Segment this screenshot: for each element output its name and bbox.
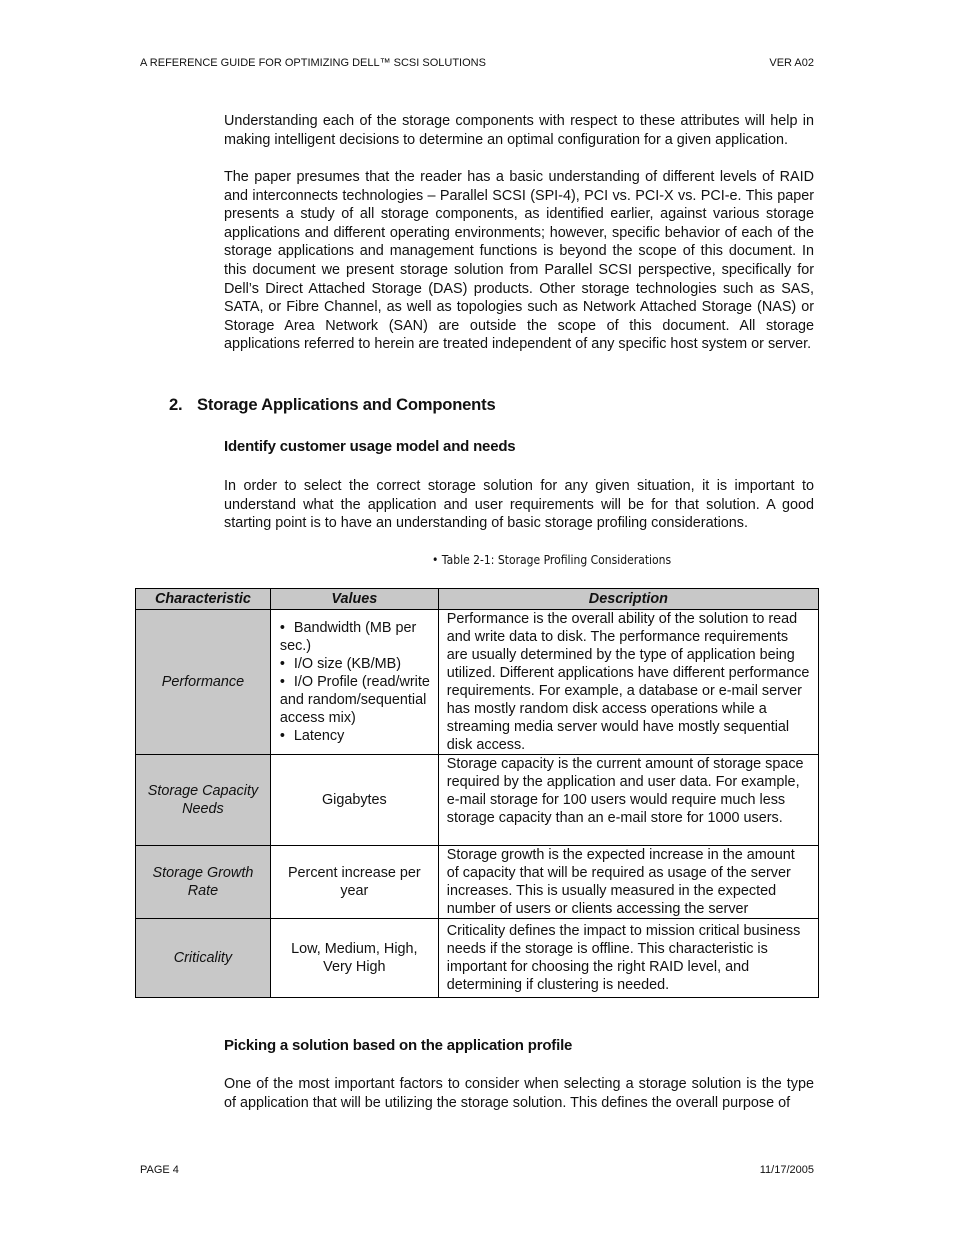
list-item: • I/O size (KB/MB) — [279, 656, 402, 672]
section-heading — [169, 395, 495, 415]
values-cell: Percent increase per year — [270, 846, 438, 919]
table-row — [136, 610, 819, 755]
list-item: • Latency — [279, 728, 345, 744]
list-item: • I/O Profile (read/write and random/sequential access mix) — [279, 674, 430, 726]
table-row — [136, 919, 819, 998]
header-version: VER A02 — [769, 57, 814, 69]
table-caption: • Table 2-1: Storage Profiling Considerations — [432, 553, 672, 567]
profiling-table — [135, 588, 819, 998]
characteristic-cell: Criticality — [136, 919, 271, 998]
values-cell: Gigabytes — [270, 755, 438, 846]
subheading-picking: Picking a solution based on the application profile — [224, 1037, 573, 1054]
description-cell: Performance is the overall ability of the solution to read and write data to disk. The performance requirements are usually determined by the type of application being utilized. Different applications have different performance requirements. For example, a database or e-mail server has mostly random disk access operations while a streaming media server would have mostly sequential disk access. — [438, 610, 818, 755]
section-title: Storage Applications and Components — [197, 395, 496, 414]
list-item: • Bandwidth (MB per sec.) — [279, 620, 417, 654]
table-row — [136, 846, 819, 919]
values-cell: Low, Medium, High, Very High — [270, 919, 438, 998]
description-cell: Storage growth is the expected increase in the amount of capacity that will be required as usage of the server increases. This is usually measured in the expected number of users or clients accessing the server — [438, 846, 818, 919]
subheading-usage: Identify customer usage model and needs — [224, 438, 516, 455]
header-description: Description — [438, 589, 818, 610]
paragraph-attributes: Understanding each of the storage components with respect to these attributes will help in making intelligent decisions to determine an optimal configuration for a given application. — [224, 113, 814, 148]
description-cell: Storage capacity is the current amount of storage space required by the application and user data. For example, e-mail storage for 100 users would require much less storage capacity than an e-mail store for 1000 users. — [438, 755, 818, 846]
values-cell — [270, 610, 438, 755]
header-values: Values — [270, 589, 438, 610]
header-characteristic: Characteristic — [136, 589, 271, 610]
description-cell: Criticality defines the impact to mission critical business needs if the storage is offline. This characteristic is important for choosing the right RAID level, and determining if clustering is needed. — [438, 919, 818, 998]
characteristic-cell: Storage Growth Rate — [136, 846, 271, 919]
section-number: 2. — [169, 395, 183, 414]
table-row — [136, 755, 819, 846]
paragraph-usage: In order to select the correct storage solution for any given situation, it is important to understand what the application and user requirements will be for that solution. A good starting point is to have an understanding of basic storage profiling considerations. — [224, 478, 814, 532]
paragraph-application: One of the most important factors to consider when selecting a storage solution is the type of application that will be utilizing the storage solution. This defines the overall purpose of — [224, 1076, 814, 1111]
header-title: A REFERENCE GUIDE FOR OPTIMIZING DELL™ SCSI SOLUTIONS — [140, 57, 486, 69]
page-number: PAGE 4 — [140, 1164, 179, 1176]
paragraph-scope: The paper presumes that the reader has a basic understanding of different levels of RAID and interconnects technologies – Parallel SCSI (SPI-4), PCI vs. PCI-X vs. PCI-e. This paper presents a study of all storage components, as identified earlier, against various storage applications and different operating environments; however, specific behavior of each of the storage applications and management functions is beyond the scope of this document. In this document we present storage solution from Parallel SCSI perspective, specifically for Dell’s Direct Attached Storage (DAS) products. Other storage technologies such as SAS, SATA, or Fibre Channel, as well as topologies such as Network Attached Storage (NAS) or Storage Area Network (SAN) are outside the scope of this document. All storage applications referred to herein are treated independent of any specific host system or server. — [224, 169, 814, 353]
values-list — [280, 619, 436, 745]
characteristic-cell: Performance — [136, 610, 271, 755]
footer-date: 11/17/2005 — [759, 1164, 814, 1176]
characteristic-cell: Storage Capacity Needs — [136, 755, 271, 846]
table-header-row — [136, 589, 819, 610]
